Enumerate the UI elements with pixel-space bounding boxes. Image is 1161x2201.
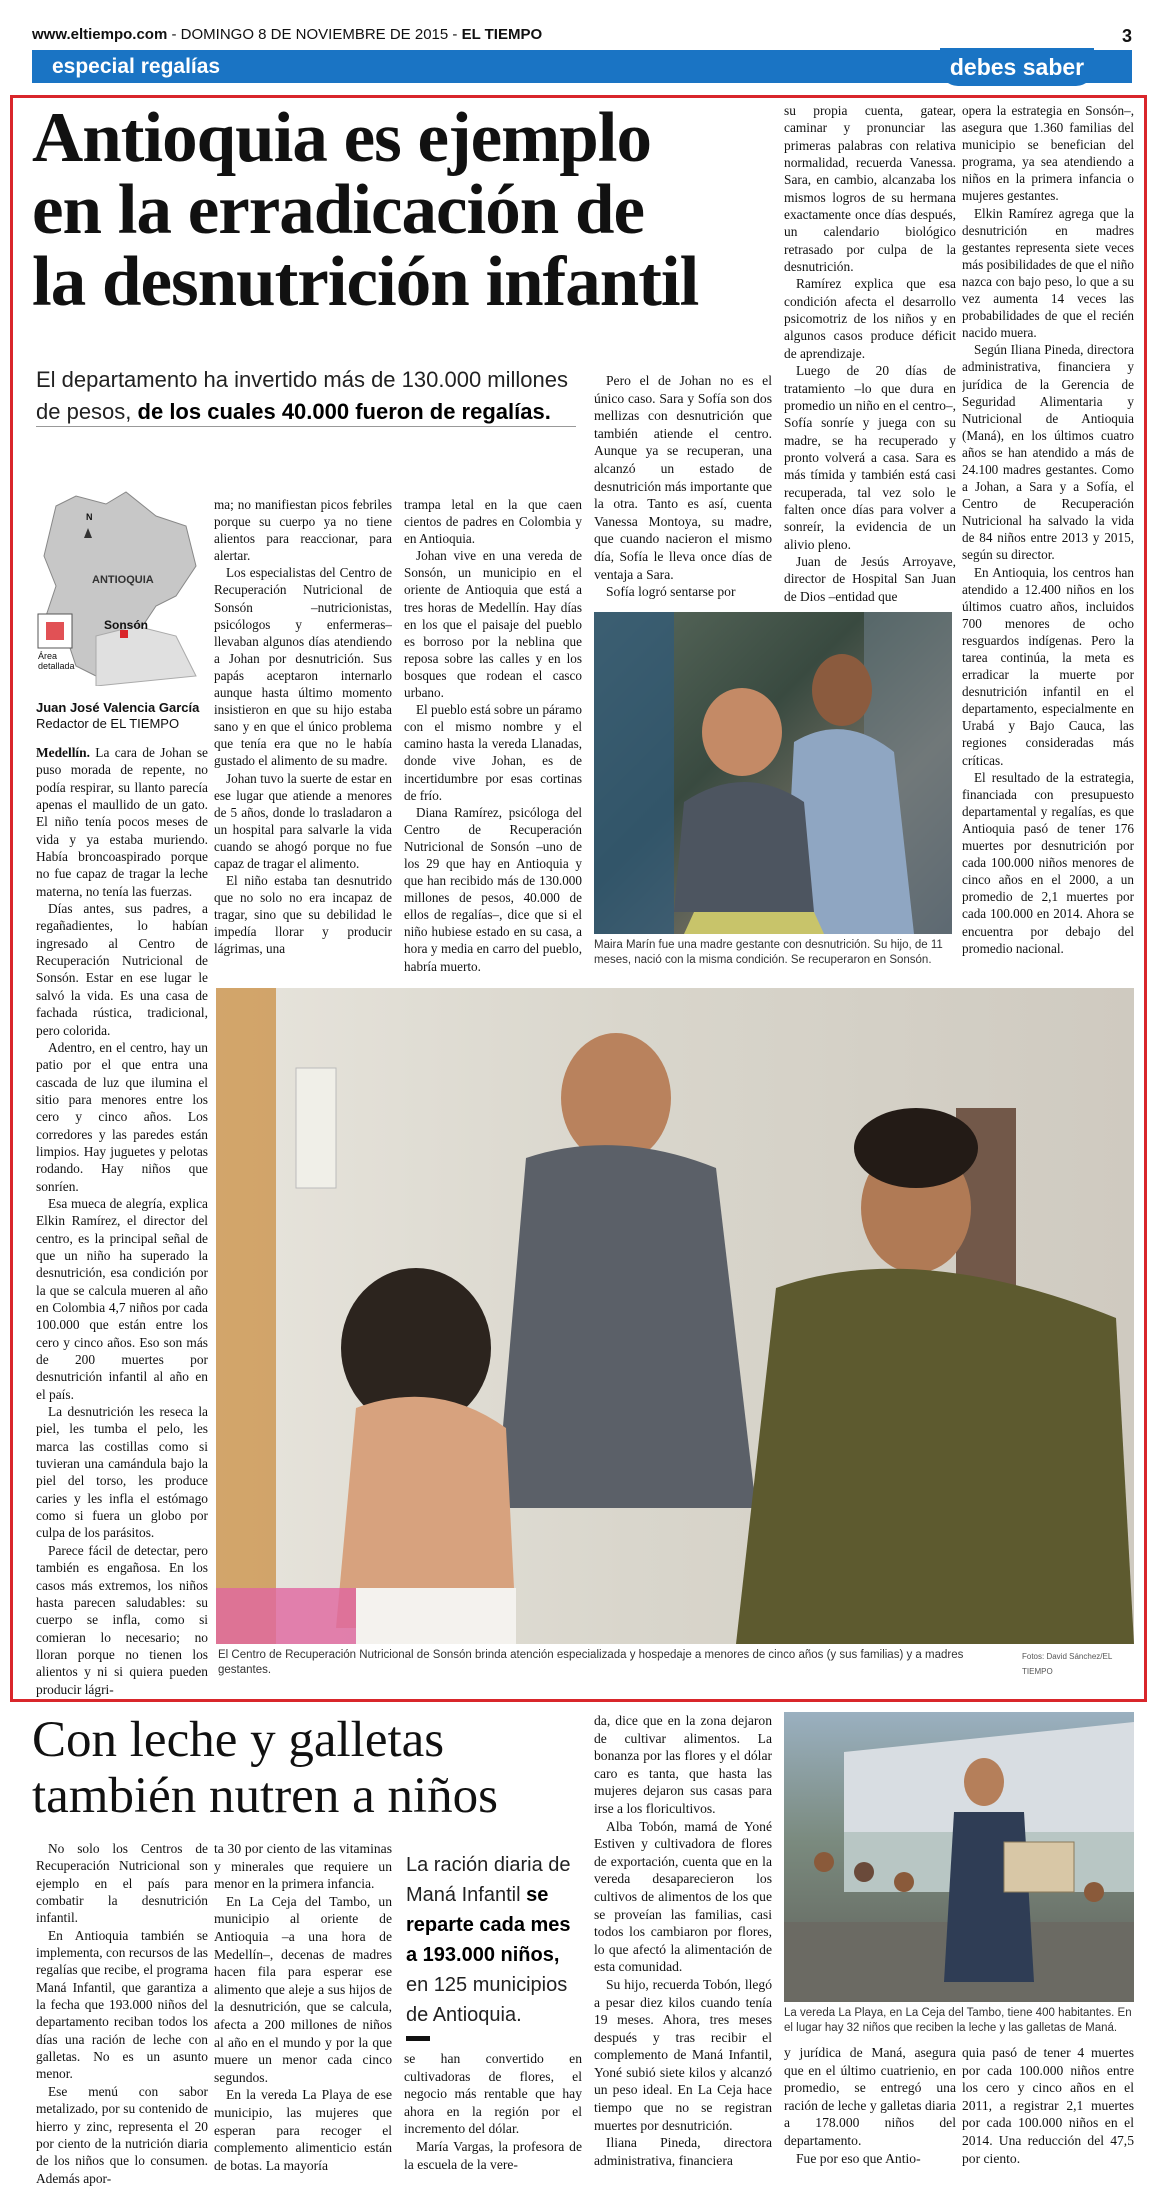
paragraph: Johan tuvo la suerte de estar en ese lugar que atiende a menores de 5 años, donde lo trasladaron a un hospital para salvarle la vida cuando se ahogó porque no fue capaz de tragar el alimento. <box>214 770 392 871</box>
paragraph: Su hijo, recuerda Tobón, llegó a pesar diez kilos cuando tenía 19 meses. Ahora, tres meses después y tras recibir el complemento de Maná Infantil, Yoné subió siete kilos y alcanzó un peso ideal. En La Ceja hace tiempo que no se registran muertes por desnutrición. <box>594 1976 772 2133</box>
detail-area <box>46 622 64 640</box>
article1-column-3 <box>404 496 582 976</box>
site-url[interactable]: www.eltiempo.com <box>32 26 168 43</box>
page-header: www.eltiempo.com - DOMINGO 8 DE NOVIEMBRE DE 2015 - EL TIEMPO 3 <box>32 26 1132 46</box>
article2-column-1 <box>36 1840 208 2196</box>
photo-mother-baby <box>594 612 952 934</box>
paragraph: Esa mueca de alegría, explica Elkin Ramírez, el director del centro, es la principal señal de que un niño ha superado la desnutrición, esa condición por la que se calcula mueren al año en Colombia 4,7 niños por cada 100.000 que están entre los cero y cinco años. Eso son más de 200 muertes por desnutrición infantil al año en el país. <box>36 1195 208 1402</box>
north-label: N <box>86 512 93 522</box>
locator-map <box>36 486 206 686</box>
photo-credit: Fotos: David Sánchez/EL TIEMPO <box>1022 1652 1112 1676</box>
paragraph: Ramírez explica que esa condición afecta el desarrollo psicomotriz de los niños y en algunos casos produce déficit de aprendizaje. <box>784 276 956 361</box>
author-name: Juan José Valencia García <box>36 700 200 715</box>
paragraph: opera la estrategia en Sonsón–, asegura que 1.360 familias del municipio se benefician del programa, ya sea atendiendo a niños en la primera infancia o mujeres gestantes. <box>962 103 1134 204</box>
photo-doctor-exam-art <box>216 988 1134 1644</box>
paragraph: En Antioquia también se implementa, con recursos de las regalías que recibe, el programa Maná Infantil, que garantiza a la fecha que 193.000 niños del departamento reciban todos los días una ración de leche con galletas. No es un asunto menor. <box>36 1927 208 2082</box>
pullquote-text-2: en 125 municipios de Antioquia. <box>406 1974 568 2026</box>
map-legend: Área detallada <box>38 651 75 671</box>
headline-2 <box>32 1712 592 1824</box>
pullquote-bar <box>406 2036 430 2041</box>
subhead-text: El departamento ha invertido más de 130.000 millones de pesos, <box>36 367 568 424</box>
paragraph: La desnutrición les reseca la piel, les tumba el pelo, les marca las costillas como si tuvieran una camándula bajo la piel del torso, les produce caries y les infla el estómago como si fuera un globo por culpa de los parásitos. <box>36 1404 208 1541</box>
paragraph: Parece fácil de detectar, pero también es engañosa. En los casos más extremos, los niños hasta parecen saludables: su cuerpo se infla, como si comieran lo necesario; no lloran porque no tienen los alientos y ni si quiera pueden producir lágri- <box>36 1542 208 1697</box>
paragraph: Medellín. La cara de Johan se puso morada de repente, no podía respirar, su llanto parecía apenas el maullido de un gato. El niño tenía pocos meses de vida y ya estaba muriendo. Había broncoaspirado porque no fue capaz de tragar la leche materna, no tenía las fuerzas. <box>36 745 208 899</box>
paragraph: y jurídica de Maná, asegura que en el último cuatrienio, en promedio, se entregó una ración de leche y galletas diaria a 178.000 niños del departamento. <box>784 2045 956 2148</box>
dateline: Medellín. <box>36 745 90 760</box>
paragraph: En la vereda La Playa de ese municipio, las mujeres que esperan para recoger el complemento alimenticio están de botas. La mayoría <box>214 2087 392 2173</box>
page-number: 3 <box>1121 26 1132 46</box>
pullquote-bold: se reparte cada mes a 193.000 niños, <box>406 1884 571 1966</box>
paragraph: ma; no manifiestan picos febriles porque su cuerpo ya no tiene alientos para reaccionar, para alertar. <box>214 497 392 564</box>
paragraph: Johan vive en una vereda de Sonsón, un municipio en el oriente de Antioquia que está a tres horas de Medellín. Hay días en los que el paisaje del pueblo es borroso por la neblina que reposa sobre las calles y en los bosques que rodean el casco urbano. <box>404 548 582 701</box>
photo-doctor-exam <box>216 988 1134 1644</box>
byline <box>36 700 206 732</box>
subhead-bold: de los cuales 40.000 fueron de regalías. <box>137 399 551 424</box>
photo-mother-baby-art <box>594 612 952 934</box>
paragraph: ta 30 por ciento de las vitaminas y minerales que requiere un menor en la primera infancia. <box>214 1841 392 1892</box>
paragraph: su propia cuenta, gatear, caminar y pronunciar las primeras palabras con relativa normalidad, recuerda Vanessa. Sara, en cambio, alcanzaba los mismos logros de su hermana exactamente once días después, un calendario biológico retrasado por culpa de la desnutrición. <box>784 103 956 275</box>
article2-column-4 <box>594 1712 772 2196</box>
article1-column-1 <box>36 744 208 1702</box>
paragraph: El resultado de la estrategia, financiada con presupuesto departamental y regalías, es que Antioquia pasó de tener 176 muertes por desnutrición por cada 100.000 niños menores de cinco años en el 2000, a un promedio de 2,1 muertes por cada 100.000 en 2014. Ahora se encuentra por debajo del promedio nacional. <box>962 769 1134 956</box>
issue-date: DOMINGO 8 DE NOVIEMBRE DE 2015 <box>180 26 449 43</box>
headline-line: en la erradicación de <box>32 171 644 249</box>
photo2-caption: El Centro de Recuperación Nutricional de Sonsón brinda atención especializada y hospedaje a menores de cinco años (y sus familias) y a madres gestantes. <box>218 1649 964 1676</box>
paragraph: trampa letal en la que caen cientos de padres en Colombia y en Antioquia. <box>404 497 582 547</box>
section-tag: debes saber <box>942 50 1092 84</box>
map-region-label: ANTIOQUIA <box>92 574 154 586</box>
paragraph: En La Ceja del Tambo, un municipio al oriente de Antioquia –a una hora de Medellín–, decenas de madres hacen fila para esperar ese alimento que aleje a sus hijos de la desnutrición, que se calcula, afecta a 200 millones de niños al año en el mundo y por la que muere un menor cada cinco segundos. <box>214 1893 392 2085</box>
paragraph: Según Iliana Pineda, directora administrativa, financiera y jurídica de la Gerencia de Seguridad Alimentaria y Nutricional de Antioquia (Maná), en los últimos cuatro años se han atendido a más de 24.100 madres gestantes. Como a Johan, a Sara y a Sofía, el Centro de Recuperación Nutricional ha salvado la vida de 84 niños entre 2013 y 2015, según su director. <box>962 342 1134 563</box>
headline-line: la desnutrición infantil <box>32 243 699 321</box>
paragraph: Luego de 20 días de tratamiento –lo que dura en promedio un niño en el centro–, Sofía sonríe y juega con su madre, se ha recuperado y pronto volverá a casa. Sara es más tímida y también está casi recuperada, tal vez solo le falten once días para volver a sonreír, la evidencia de un alivio pleno. <box>784 363 956 552</box>
article2-column-2 <box>214 1840 392 2196</box>
photo-la-playa-art <box>784 1712 1134 2002</box>
paragraph: Días antes, sus padres, a regañadientes, lo habían ingresado al Centro de Recuperación Nutricional de Sonsón. Estar en ese lugar le salvó la vida. Es una casa de fachada rústica, tradicional, pero colorida. <box>36 901 208 1038</box>
author-role: Redactor de EL TIEMPO <box>36 716 180 731</box>
headline-2-line: Con leche y galletas <box>32 1712 445 1768</box>
paragraph: Adentro, en el centro, hay un patio por el que entra una cascada de luz que ilumina el sitio para menores entre los cero y cinco años. Los corredores y las paredes están limpios. Hay juguetes y pelotas rodando. Hay niños que sonríen. <box>36 1039 208 1194</box>
article1-column-6 <box>962 102 1134 982</box>
article2-column-3 <box>404 2050 582 2196</box>
article2-column-5 <box>784 2044 956 2196</box>
paragraph: María Vargas, la profesora de la escuela de la vere- <box>404 2138 582 2172</box>
headline <box>32 99 772 321</box>
paragraph: Pero el de Johan no es el único caso. Sara y Sofía son dos mellizas con desnutrición que también atiende el centro. Aunque ya se recuperan, una alcanzó un estado de desnutrición más importante que la otra. Tanto es así, cuenta Vanessa Montoya, su madre, que cuando nacieron el mismo día, Sofía le lleva once días de ventaja a Sara. <box>594 373 772 582</box>
pullquote-text: La ración diaria de Maná Infantil <box>406 1854 571 1906</box>
paragraph: Juan de Jesús Arroyave, director de Hospital San Juan de Dios –entidad que <box>784 553 956 604</box>
paragraph: quia pasó de tener 4 muertes por cada 100.000 niños entre los cero y cinco años en el 2011, a registrar 2,1 muertes por cada 100.000 niños en el 2014. Una reducción del 47,5 por ciento. <box>962 2045 1134 2166</box>
headline-2-line: también nutren a niños <box>32 1768 498 1824</box>
paragraph: Sofía logró sentarse por <box>606 584 736 600</box>
paragraph: El niño estaba tan desnutrido que no solo no era incapaz de tragar, sino que su debilidad le impedía llorar y producir lágrimas, una <box>214 873 392 957</box>
article1-column-5 <box>784 102 956 606</box>
section-label: especial regalías <box>52 55 221 78</box>
article2-column-6 <box>962 2044 1134 2196</box>
paper-name: EL TIEMPO <box>461 26 543 43</box>
photo1-caption: Maira Marín fue una madre gestante con desnutrición. Su hijo, de 11 meses, nació con la misma condición. Se recuperaron en Sonsón. <box>594 939 943 966</box>
paragraph: se han convertido en cultivadoras de flores, el negocio más rentable que hay ahora en la región por el incremento del dólar. <box>404 2051 582 2137</box>
photo-la-playa <box>784 1712 1134 2002</box>
paragraph: En Antioquia, los centros han atendido a 12.400 niños en los últimos cuatro años, incluidos 700 menores de ocho resguardos indígenas. Pero la tarea continúa, la meta es erradicar la muerte por desnutrición infantil en el departamento, especialmente en Urabá y Bajo Cauca, las regiones consideradas más críticas. <box>962 564 1134 768</box>
paragraph: Iliana Pineda, directora administrativa, financiera <box>594 2135 772 2168</box>
paragraph: Fue por eso que Antio- <box>796 2150 921 2166</box>
paragraph: Ese menú con sabor metalizado, por su contenido de hierro y zinc, representa el 20 por ciento de la nutrición diaria de los niños que lo consumen. Además apor- <box>36 2083 208 2186</box>
paragraph: Los especialistas del Centro de Recuperación Nutricional de Sonsón –nutricionistas, psicólogos y enfermeras– llevaban algunos días atendiendo a Johan por desnutrición. Sus papás aceptaron internarlo aunque hasta último momento insistieron en que su hijo estaba sano y en que el único problema que tenía era que no le había gustado el alimento de su madre. <box>214 565 392 769</box>
paragraph: Alba Tobón, mamá de Yoné Estiven y cultivadora de flores de exportación, cuenta que en la vereda desaparecieron los cultivos de alimentos de los que se proveían las familias, casi todos los cambiaron por flores, lo que afectó la alimentación de esta comunidad. <box>594 1818 772 1975</box>
headline-line: Antioquia es ejemplo <box>32 99 651 177</box>
pull-quote <box>406 1850 586 2030</box>
subheadline <box>36 364 576 428</box>
paragraph: da, dice que en la zona dejaron de cultivar alimentos. La bonanza por las flores y el dólar caro es tanta, que hasta las mujeres dejaron sus casas para irse a los floricultivos. <box>594 1713 772 1816</box>
paragraph: Elkin Ramírez agrega que la desnutrición en madres gestantes representa siete veces más posibilidades de que el niño nazca con bajo peso, lo que a su vez aumenta 14 veces las probabilidades de que el recién nacido muera. <box>962 205 1134 341</box>
photo3-caption: La vereda La Playa, en La Ceja del Tambo, tiene 400 habitantes. En el lugar hay 32 niños que reciben la leche y las galletas de Maná. <box>784 2007 1132 2034</box>
subhead-rule <box>36 426 576 427</box>
paragraph: Diana Ramírez, psicóloga del Centro de Recuperación Nutricional de Sonsón –uno de los 29 que hay en Antioquia y que han recibido más de 130.000 millones de pesos, 40.000 de ellos de regalías–, dice que si el niño hubiese estado en su casa, a hora y media en carro del pueblo, habría muerto. <box>404 804 582 974</box>
article1-column-4 <box>594 372 772 606</box>
paragraph: No solo los Centros de Recuperación Nutricional son ejemplo en el país para combatir la desnutrición infantil. <box>36 1841 208 1926</box>
map-town-label: Sonsón <box>104 618 148 632</box>
article1-column-2 <box>214 496 392 976</box>
paragraph: El pueblo está sobre un páramo con el mismo nombre y el camino hasta la vereda Llanadas, donde vive Johan, es de incertidumbre por esas cortinas de frío. <box>404 702 582 803</box>
